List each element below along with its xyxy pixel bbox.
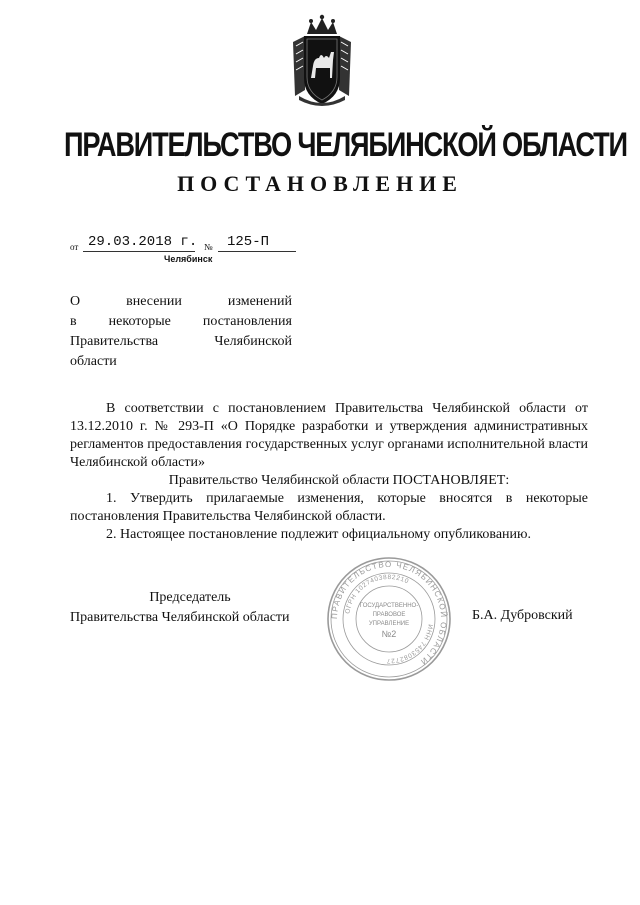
seal-outer-text: ПРАВИТЕЛЬСТВО ЧЕЛЯБИНСКОЙ ОБЛАСТИ — [329, 559, 449, 667]
document-body — [70, 400, 588, 544]
subject-line: в некоторые постановления — [70, 314, 292, 329]
resolution-item-1: 1. Утвердить прилагаемые изменения, которые вносятся в некоторые постановления Правительства Челябинской области. — [70, 491, 588, 524]
resolution-clause: Правительство Челябинской области ПОСТАНОВЛЯЕТ: — [168, 473, 510, 488]
date-underline — [83, 251, 195, 252]
number-label: № — [204, 242, 213, 252]
date-label: от — [70, 242, 79, 252]
document-number: 125-П — [227, 234, 270, 250]
city-name: Челябинск — [164, 254, 213, 264]
seal-inner-line-2: ПРАВОВОЕ — [372, 612, 406, 618]
signatory-position — [70, 588, 310, 628]
official-seal — [325, 555, 453, 683]
subject-line: области — [70, 354, 117, 369]
seal-inn-text: ИНН 7453082727 — [386, 623, 434, 665]
organization-title: ПРАВИТЕЛЬСТВО ЧЕЛЯБИНСКОЙ ОБЛАСТИ — [64, 126, 627, 164]
seal-ogrn-text: ОГРН 1027403882210 — [344, 573, 410, 615]
document-registration — [70, 234, 310, 268]
document-type-title: ПОСТАНОВЛЕНИЕ — [177, 171, 463, 196]
resolution-item-2: 2. Настоящее постановление подлежит официальному опубликованию. — [106, 527, 531, 542]
seal-inner-line-3: УПРАВЛЕНИЕ — [368, 621, 410, 627]
preamble-paragraph: В соответствии с постановлением Правительства Челябинской области от 13.12.2010 г. № 293-П «О Порядке разработки и утверждения административных регламентов предоставления государственных услуг органами исполнительной власти Челябинской области» — [70, 401, 588, 470]
coat-of-arms-icon — [287, 12, 357, 112]
document-date: 29.03.2018 г. — [88, 234, 198, 250]
number-underline — [218, 251, 296, 252]
signatory-name: Б.А. Дубровский — [472, 608, 573, 623]
signatory-title: Председатель — [149, 590, 231, 605]
document-subject — [70, 292, 292, 372]
subject-line: О внесении изменений — [70, 294, 292, 309]
signatory-organization: Правительства Челябинской области — [70, 610, 290, 625]
seal-inner-line-4: №2 — [381, 629, 397, 639]
subject-line: Правительства Челябинской — [70, 334, 292, 349]
seal-inner-line-1: ГОСУДАРСТВЕННО- — [359, 603, 419, 609]
